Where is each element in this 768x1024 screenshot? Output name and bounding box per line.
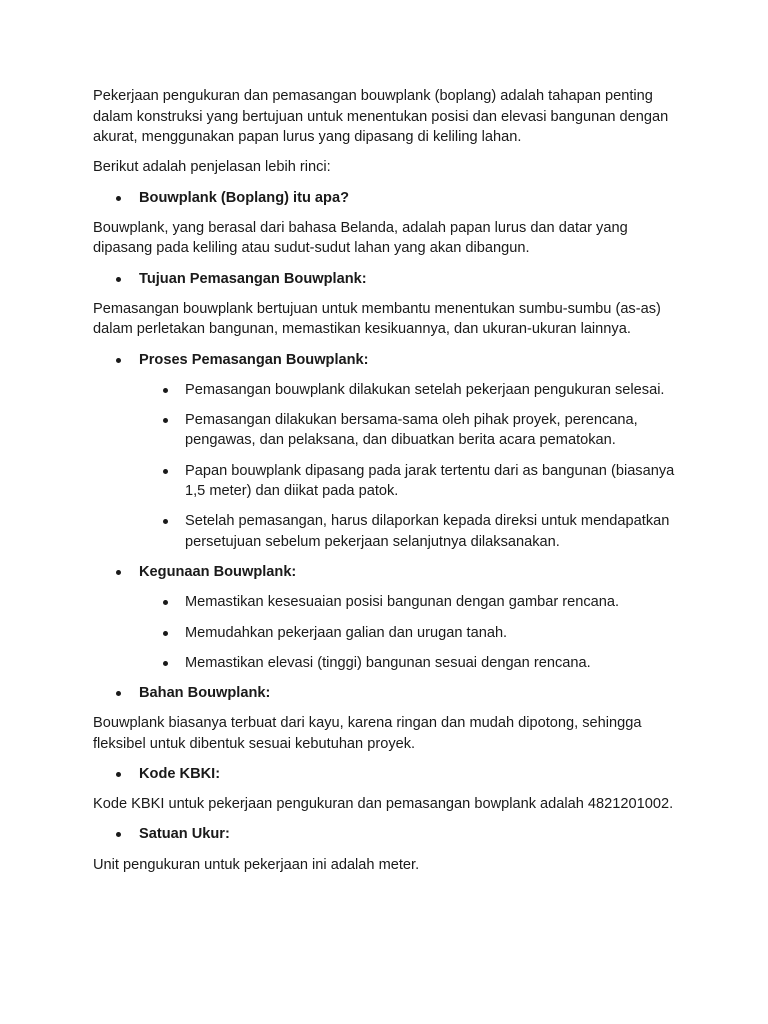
intro-paragraph: Pekerjaan pengukuran dan pemasangan bouwplank (boplang) adalah tahapan penting dalam konstruksi yang bertujuan untuk menentukan posisi dan elevasi bangunan dengan akurat, menggunakan papan lurus yang dipasang di keliling lahan. — [93, 88, 669, 146]
section-material-list — [93, 683, 683, 704]
section-uses-list — [93, 562, 683, 583]
section-heading-definition — [93, 188, 683, 209]
heading-text: Kegunaan Bouwplank: — [139, 564, 297, 581]
kbki-paragraph: Kode KBKI untuk pekerjaan pengukuran dan pemasangan bowplank adalah 4821201002. — [93, 796, 674, 813]
process-step-item: Pemasangan dilakukan bersama-sama oleh pihak proyek, perencana, pengawas, dan pelaksana, dan dibuatkan berita acara pematokan. — [93, 410, 683, 451]
process-step-item: Papan bouwplank dipasang pada jarak tertentu dari as bangunan (biasanya 1,5 meter) dan diikat pada patok. — [93, 461, 683, 502]
section-unit-list — [93, 824, 683, 845]
heading-text: Kode KBKI: — [139, 765, 221, 782]
process-step-item: Pemasangan bouwplank dilakukan setelah pekerjaan pengukuran selesai. — [93, 380, 683, 401]
unit-paragraph: Unit pengukuran untuk pekerjaan ini adalah meter. — [93, 856, 420, 873]
heading-text: Bahan Bouwplank: — [139, 684, 271, 701]
material-paragraph: Bouwplank biasanya terbuat dari kayu, karena ringan dan mudah dipotong, sehingga fleksibel untuk dibentuk sesuai kebutuhan proyek. — [93, 715, 642, 752]
heading-text: Proses Pemasangan Bouwplank: — [139, 351, 369, 368]
section-definition-list — [93, 188, 683, 209]
section-heading-kbki — [93, 764, 683, 785]
section-heading-unit — [93, 824, 683, 845]
section-heading-process — [93, 350, 683, 371]
section-heading-material — [93, 683, 683, 704]
purpose-paragraph: Pemasangan bouwplank bertujuan untuk membantu menentukan sumbu-sumbu (as-as) dalam perletakan bangunan, memastikan kesikuannya, dan ukuran-ukuran lainnya. — [93, 300, 661, 338]
use-item: Memudahkan pekerjaan galian dan urugan tanah. — [93, 623, 683, 644]
intro-lead: Berikut adalah penjelasan lebih rinci: — [93, 159, 331, 176]
section-heading-purpose — [93, 269, 683, 290]
section-purpose-list — [93, 269, 683, 290]
section-heading-uses — [93, 562, 683, 583]
heading-text: Bouwplank (Boplang) itu apa? — [139, 189, 349, 206]
uses-items-list — [93, 592, 683, 673]
use-item: Memastikan kesesuaian posisi bangunan dengan gambar rencana. — [93, 592, 683, 613]
heading-text: Tujuan Pemasangan Bouwplank: — [139, 270, 367, 287]
section-kbki-list — [93, 764, 683, 785]
use-item: Memastikan elevasi (tinggi) bangunan sesuai dengan rencana. — [93, 653, 683, 674]
process-step-item: Setelah pemasangan, harus dilaporkan kepada direksi untuk mendapatkan persetujuan sebelum pekerjaan selanjutnya dilaksanakan. — [93, 511, 683, 552]
definition-paragraph: Bouwplank, yang berasal dari bahasa Belanda, adalah papan lurus dan datar yang dipasang pada keliling atau sudut-sudut lahan yang akan dibangun. — [93, 219, 628, 257]
process-steps-list — [93, 380, 683, 553]
section-process-list — [93, 350, 683, 371]
heading-text: Satuan Ukur: — [139, 826, 230, 843]
document-body — [93, 86, 683, 885]
